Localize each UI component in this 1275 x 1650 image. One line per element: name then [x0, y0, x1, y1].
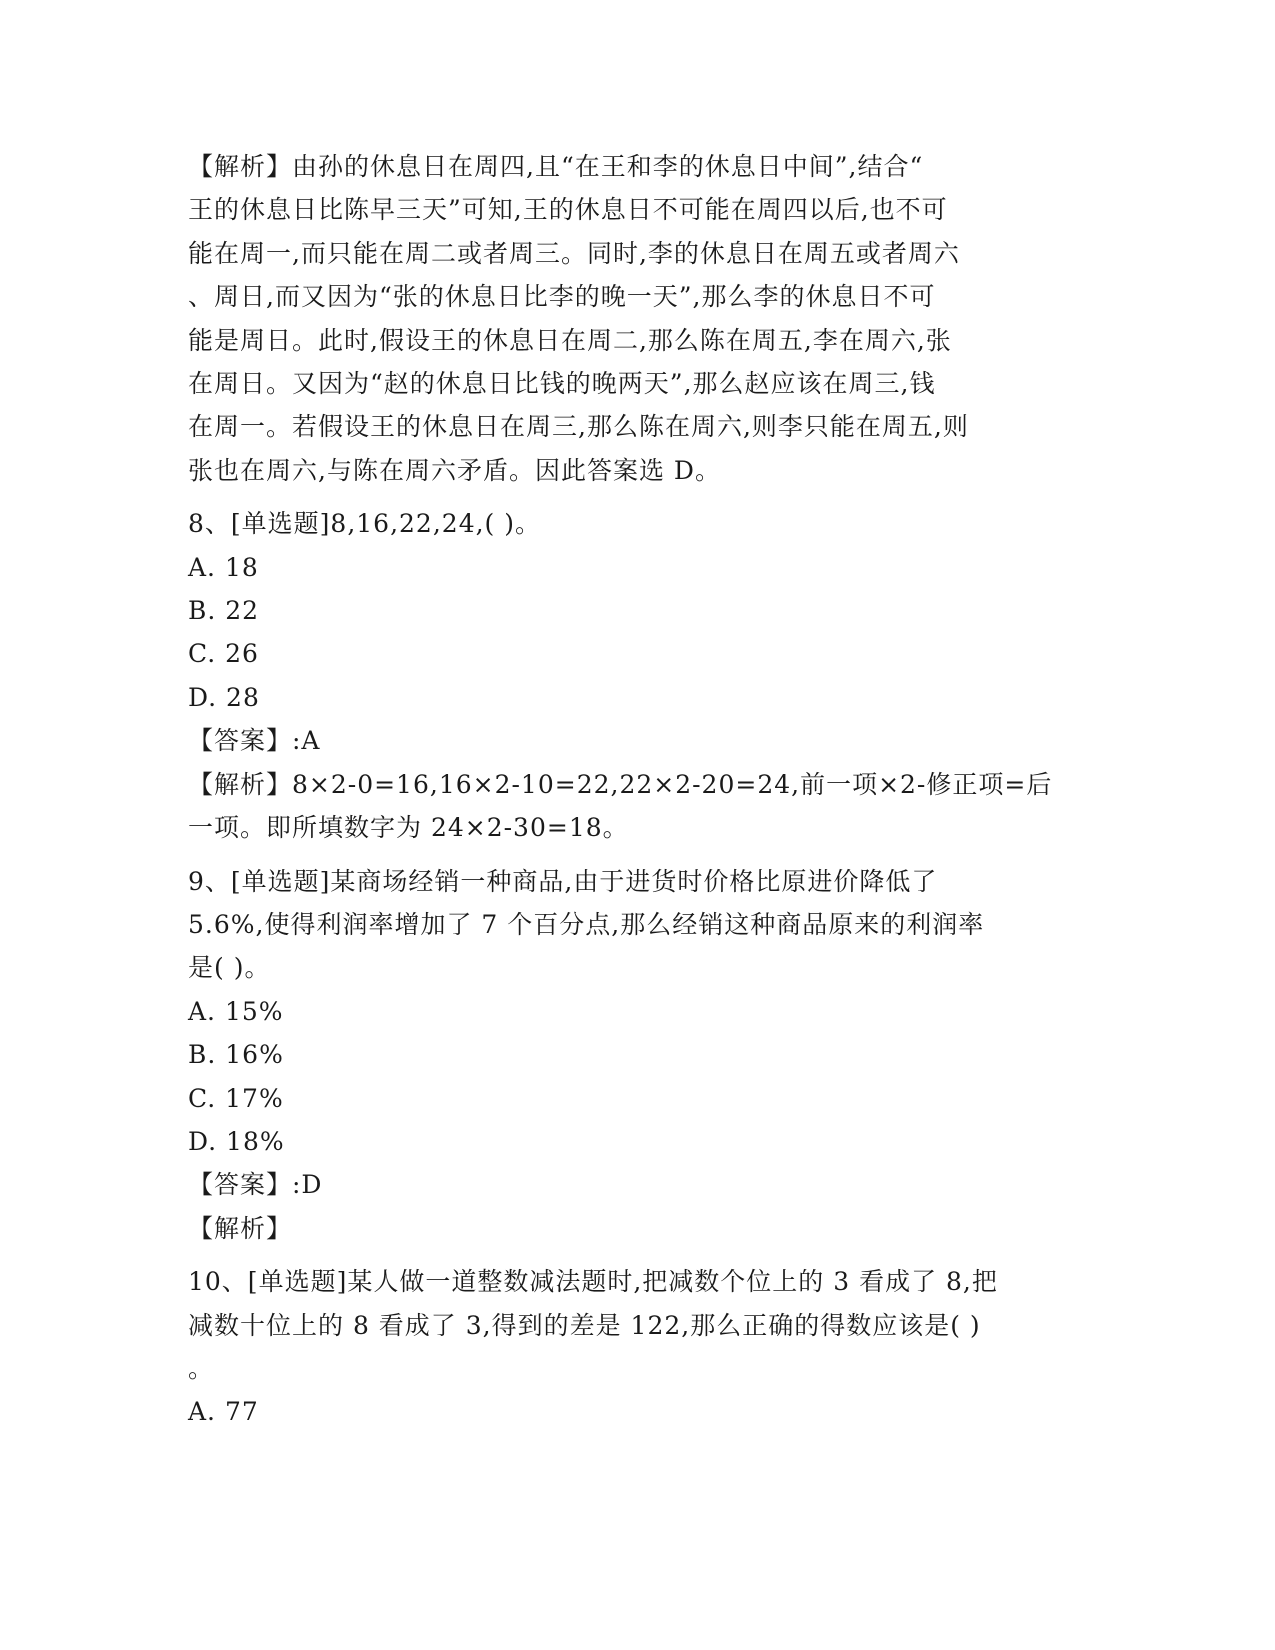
text-line: 【解析】由孙的休息日在周四,且“在王和李的休息日中间”,结合“ [188, 152, 924, 181]
question-9 [188, 860, 1088, 1251]
option-a: A. 18 [188, 552, 259, 582]
analysis-line: 【解析】8×2-0=16,16×2-10=22,22×2-20=24,前一项×2-修正项=后 [188, 769, 1053, 799]
text-line: 能是周日。此时,假设王的休息日在周二,那么陈在周五,李在周六,张 [188, 325, 952, 355]
question-text: 减数十位上的 8 看成了 3,得到的差是 122,那么正确的得数应该是( ) [188, 1310, 981, 1340]
text-line: 张也在周六,与陈在周六矛盾。因此答案选 D。 [188, 455, 721, 485]
question-text: 5.6%,使得利润率增加了 7 个百分点,那么经销这种商品原来的利润率 [188, 909, 985, 939]
text-line: 能在周一,而只能在周二或者周三。同时,李的休息日在周五或者周六 [188, 238, 960, 268]
text-line: 在周日。又因为“赵的休息日比钱的晚两天”,那么赵应该在周三,钱 [188, 369, 936, 399]
document-page [188, 145, 1088, 1434]
option-a: A. 77 [188, 1397, 259, 1427]
answer-line: 【答案】:D [188, 1170, 323, 1200]
analysis-block-q7 [188, 145, 1088, 492]
option-a: A. 15% [188, 996, 284, 1026]
option-c: C. 26 [188, 639, 259, 669]
question-8 [188, 502, 1088, 849]
question-text: 。 [188, 1353, 215, 1383]
option-c: C. 17% [188, 1083, 284, 1113]
option-d: D. 18% [188, 1126, 285, 1156]
text-line: 、周日,而又因为“张的休息日比李的晚一天”,那么李的休息日不可 [188, 282, 936, 312]
question-text: 10、[单选题]某人做一道整数减法题时,把减数个位上的 3 看成了 8,把 [188, 1267, 998, 1297]
question-text: 9、[单选题]某商场经销一种商品,由于进货时价格比原进价降低了 [188, 866, 938, 896]
answer-line: 【答案】:A [188, 726, 321, 756]
question-text: 是( )。 [188, 953, 271, 983]
analysis-line: 【解析】 [188, 1213, 293, 1243]
text-line: 王的休息日比陈早三天”可知,王的休息日不可能在周四以后,也不可 [188, 195, 948, 225]
option-b: B. 22 [188, 596, 260, 626]
question-text: 8、[单选题]8,16,22,24,( )。 [188, 509, 541, 539]
option-d: D. 28 [188, 682, 260, 712]
analysis-line: 一项。即所填数字为 24×2-30=18。 [188, 813, 629, 843]
question-10 [188, 1260, 1088, 1434]
option-b: B. 16% [188, 1040, 284, 1070]
text-line: 在周一。若假设王的休息日在周三,那么陈在周六,则李只能在周五,则 [188, 412, 969, 442]
